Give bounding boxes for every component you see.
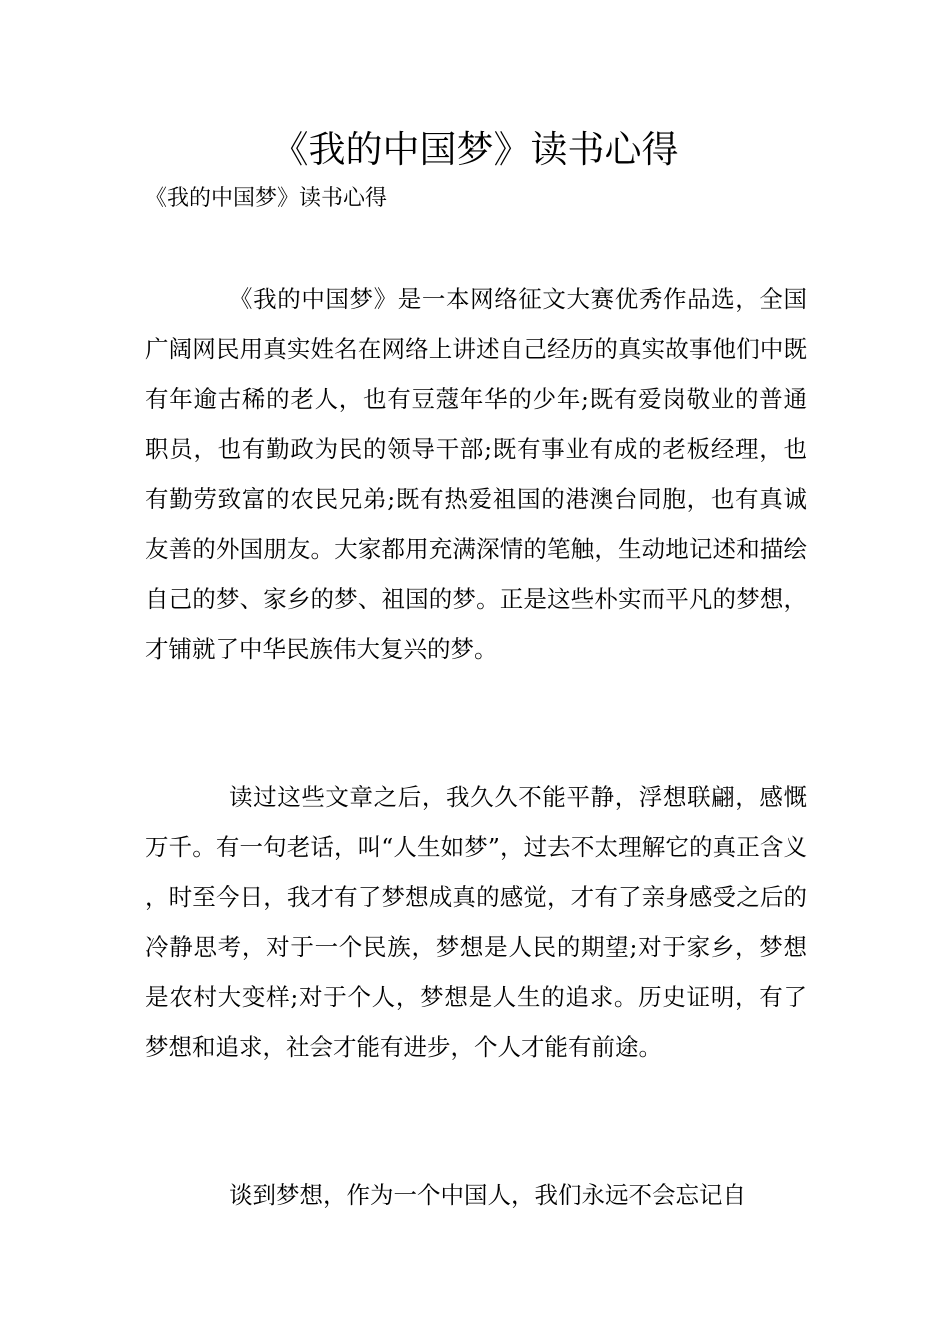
document-subtitle: 《我的中国梦》读书心得 <box>145 186 388 211</box>
document-title: 《我的中国梦》读书心得 <box>271 128 679 171</box>
body-paragraph-1: 《我的中国梦》是一本网络征文大赛优秀作品选，全国广阔网民用真实姓名在网络上讲述自己经历的真实故事他们中既有年逾古稀的老人，也有豆蔻年华的少年;既有爱岗敬业的普通职员，也有勤政为民的领导干部;既有事业有成的老板经理，也有勤劳致富的农民兄弟;既有热爱祖国的港澳台同胞，也有真诚友善的外国朋友。大家都用充满深情的笔触，生动地记述和描绘自己的梦、家乡的梦、祖国的梦。正是这些朴实而平凡的梦想，才铺就了中华民族伟大复兴的梦。 <box>145 285 807 663</box>
body-paragraph-2: 读过这些文章之后，我久久不能平静，浮想联翩，感慨万千。有一句老话，叫“人生如梦”，过去不太理解它的真正含义，时至今日，我才有了梦想成真的感觉，才有了亲身感受之后的冷静思考，对于一个民族，梦想是人民的期望;对于家乡，梦想是农村大变样;对于个人，梦想是人生的追求。历史证明，有了梦想和追求，社会才能有进步，个人才能有前途。 <box>145 783 807 1061</box>
body-paragraph-3: 谈到梦想，作为一个中国人，我们永远不会忘记自 <box>229 1181 746 1209</box>
